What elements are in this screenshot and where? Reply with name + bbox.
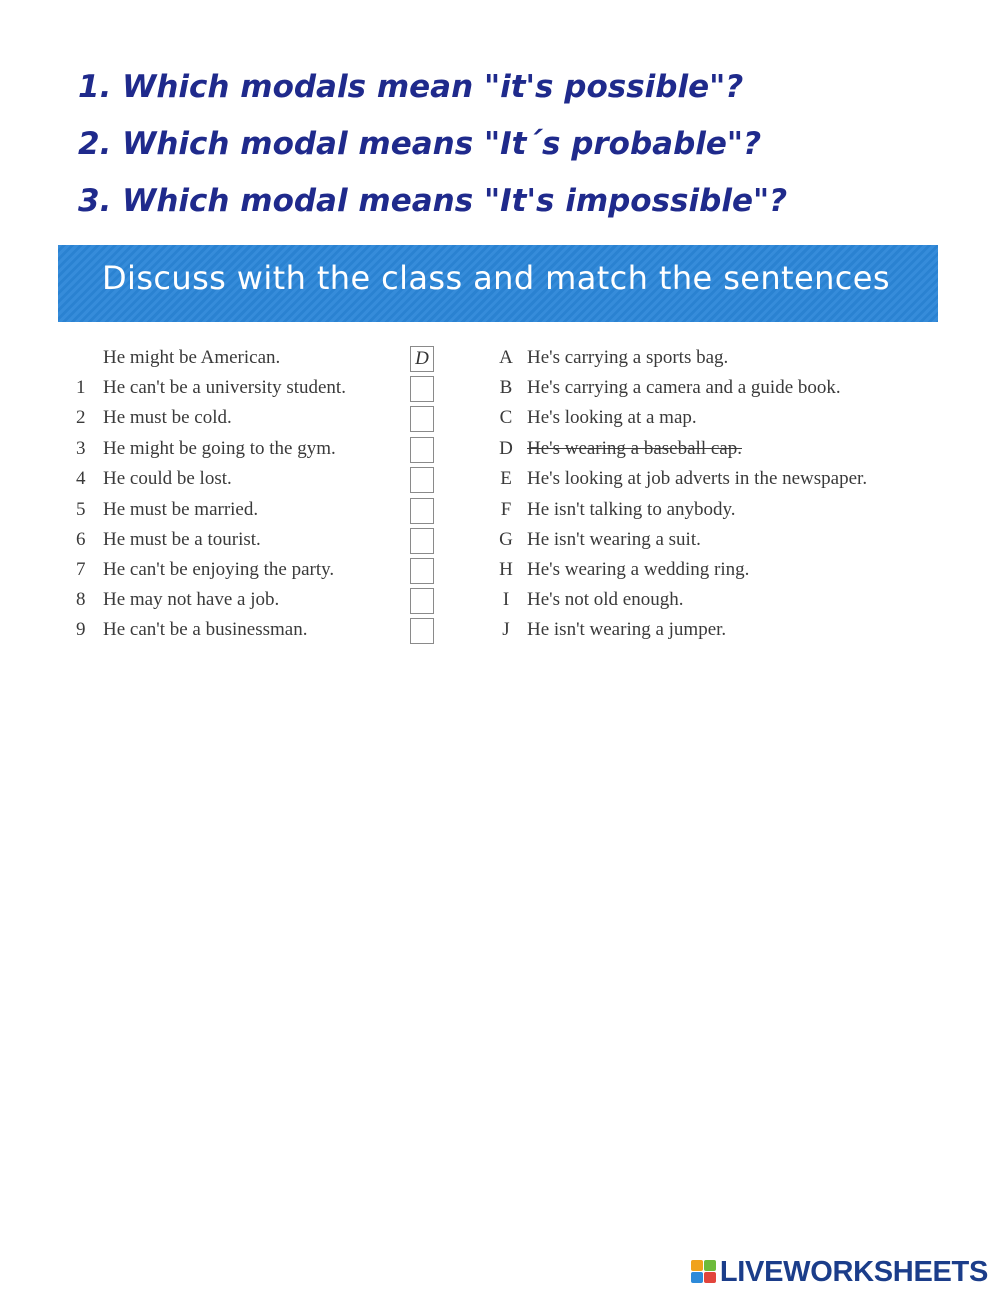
item-number: 3 [76, 438, 86, 459]
liveworksheets-logo-icon [691, 1260, 717, 1284]
item-number: 1 [76, 377, 86, 398]
liveworksheets-logo [691, 1257, 988, 1287]
answer-box[interactable] [410, 528, 434, 554]
exercise-row [72, 465, 952, 495]
option-letter: H [499, 559, 513, 580]
option-letter: I [502, 589, 510, 610]
item-sentence: He must be a tourist. [103, 529, 261, 550]
instruction-banner [58, 245, 938, 322]
item-sentence: He could be lost. [103, 468, 232, 489]
logo-text: LIVEWORKSHEETS [719, 1255, 988, 1288]
exercise-row [72, 404, 952, 434]
item-sentence: He must be cold. [103, 407, 232, 428]
option-text: He isn't wearing a jumper. [527, 619, 727, 640]
option-text-crossed-out: He's wearing a baseball cap. [527, 438, 742, 459]
exercise-row [72, 496, 952, 526]
answer-box[interactable] [410, 406, 434, 432]
exercise-row [72, 526, 952, 556]
banner-title: Discuss with the class and match the sentences [102, 259, 890, 297]
item-number: 5 [76, 499, 86, 520]
answer-box[interactable] [410, 376, 434, 402]
item-number: 4 [76, 468, 86, 489]
item-sentence: He must be married. [103, 499, 259, 520]
option-letter: B [499, 377, 513, 398]
option-text: He isn't wearing a suit. [527, 529, 701, 550]
item-sentence: He might be going to the gym. [103, 438, 336, 459]
option-letter: A [499, 347, 513, 368]
exercise-row [72, 586, 952, 616]
item-sentence: He can't be enjoying the party. [103, 559, 335, 580]
item-sentence: He can't be a businessman. [103, 619, 308, 640]
item-sentence: He may not have a job. [103, 589, 280, 610]
example-sentence: He might be American. [103, 347, 281, 368]
option-letter: E [500, 468, 512, 489]
item-number: 7 [76, 559, 86, 580]
option-letter: D [499, 438, 513, 459]
option-letter: C [499, 407, 513, 428]
item-sentence: He can't be a university student. [103, 377, 346, 398]
option-letter: G [499, 529, 513, 550]
matching-exercise [72, 344, 952, 654]
questions-list [78, 62, 978, 233]
option-text: He's wearing a wedding ring. [527, 559, 750, 580]
answer-box[interactable] [410, 437, 434, 463]
item-number: 2 [76, 407, 86, 428]
question-2: 2. Which modal means "It´s probable"? [78, 126, 762, 162]
option-text: He's carrying a camera and a guide book. [527, 377, 841, 398]
option-text: He's not old enough. [527, 589, 684, 610]
item-number: 8 [76, 589, 86, 610]
exercise-row [72, 344, 952, 374]
item-number: 9 [76, 619, 86, 640]
example-answer-box: D [410, 346, 434, 372]
answer-box[interactable] [410, 498, 434, 524]
answer-box[interactable] [410, 618, 434, 644]
exercise-row [72, 374, 952, 404]
item-number: 6 [76, 529, 86, 550]
option-text: He's looking at a map. [527, 407, 697, 428]
option-letter: J [502, 619, 510, 640]
option-text: He's carrying a sports bag. [527, 347, 729, 368]
option-text: He's looking at job adverts in the newspaper. [527, 468, 868, 489]
exercise-row [72, 556, 952, 586]
exercise-row [72, 616, 952, 646]
question-3: 3. Which modal means "It's impossible"? [78, 183, 788, 219]
option-letter: F [500, 499, 512, 520]
question-1: 1. Which modals mean "it's possible"? [78, 69, 744, 105]
exercise-row [72, 435, 952, 465]
option-text: He isn't talking to anybody. [527, 499, 736, 520]
answer-box[interactable] [410, 588, 434, 614]
answer-box[interactable] [410, 467, 434, 493]
answer-box[interactable] [410, 558, 434, 584]
